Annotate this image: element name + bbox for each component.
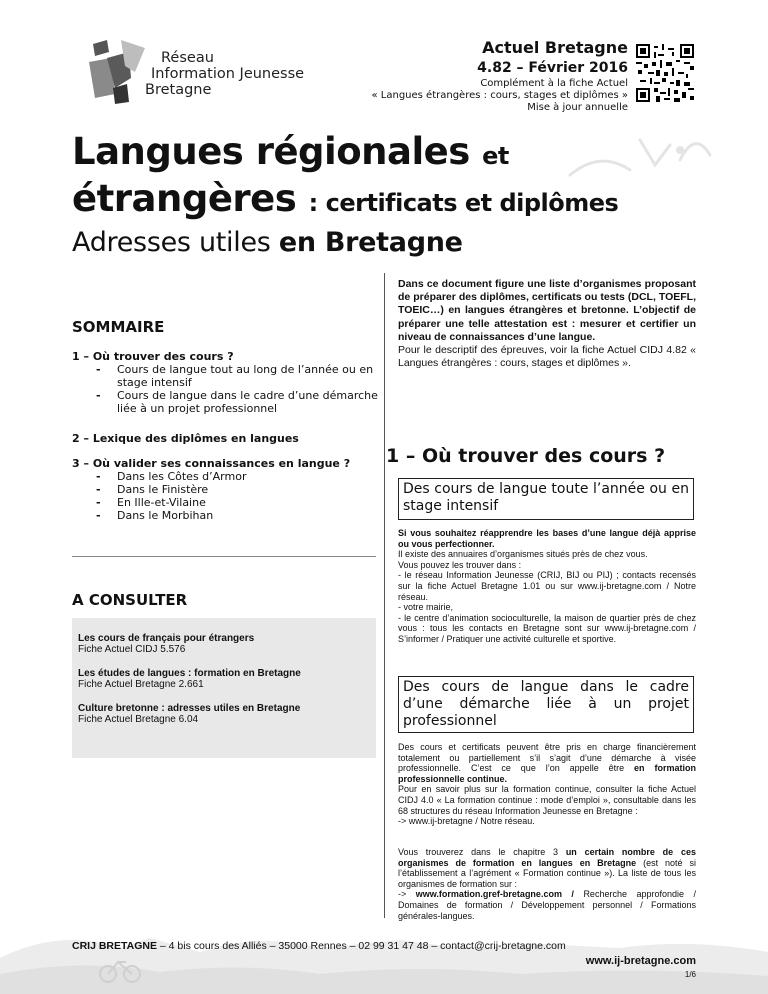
header-info — [372, 38, 629, 114]
toc-s3-item-label: Dans le Finistère — [117, 483, 209, 496]
toc-s1-item-label: Cours de langue tout au long de l’année ou en stage intensif — [117, 363, 374, 389]
footer-website-link[interactable]: www.ij-bretagne.com — [585, 955, 696, 967]
consulter-box — [72, 618, 376, 758]
toc-s3-item[interactable] — [72, 470, 382, 483]
toc-s3-item[interactable] — [72, 496, 382, 509]
subsection2-body — [398, 742, 696, 827]
footer-contact — [72, 940, 566, 952]
consulter-heading: A CONSULTER — [72, 591, 188, 609]
p3-text2: (est noté si l’établissement a l’agrément « Formation continue »). La liste de tous les organismes de formation sur : — [398, 857, 696, 889]
header-title: Actuel Bretagne — [482, 38, 628, 57]
p1-line: - le réseau Information Jeunesse (CRIJ, BIJ ou PIJ) ; contacts recensés sur la fiche Actuel Bretagne 1.01 ou sur www.ij-bretagne.com / Notre réseau. — [398, 570, 696, 602]
title-line1-main: Langues régionales — [72, 130, 470, 173]
title-line1-small: et — [482, 142, 509, 170]
p3-arrow: -> — [398, 889, 407, 900]
header-update: Mise à jour annuelle — [527, 102, 628, 113]
toc-s1-item-label: Cours de langue dans le cadre d’une démarche liée à un projet professionnel — [117, 389, 378, 415]
logo-wordmark — [145, 50, 304, 98]
p2-text2: Pour en savoir plus sur la formation continue, consulter la fiche Actuel CIDJ 4.0 « La formation continue : mode d’emploi », consultable dans les 68 structures du réseau Information Jeunesse en Bretagne : — [398, 784, 696, 816]
consulter-item-ref: Fiche Actuel CIDJ 5.576 — [78, 644, 186, 655]
toc-s1-title[interactable]: 1 – Où trouver des cours ? — [72, 350, 234, 363]
title-line1 — [72, 130, 509, 178]
toc-s1-item[interactable] — [72, 363, 382, 389]
p1-line: Il existe des annuaires d’organismes situés près de chez vous. — [398, 549, 648, 560]
footer-org: CRIJ BRETAGNE — [72, 940, 157, 952]
intro-paragraph — [398, 278, 696, 370]
toc-s3-item-label: En Ille-et-Vilaine — [117, 496, 206, 509]
toc-s3-item[interactable] — [72, 483, 382, 496]
intro-bold: Dans ce document figure une liste d’organismes proposant de préparer des diplômes, certificats ou tests (DCL, TOEFL, TOEIC…) en langues étrangères et bretonne. L’objectif de préparer une telle attestation est : mesurer et certifier un niveau de connaissances d’une langue. — [398, 278, 696, 343]
toc-s1-item[interactable] — [72, 389, 382, 415]
toc-dash: - — [96, 389, 101, 402]
p3-text: Vous trouverez dans le chapitre 3 — [398, 847, 559, 857]
logo-line3: Bretagne — [145, 82, 212, 98]
rij-logo — [85, 38, 149, 106]
header-complement2: « Langues étrangères : cours, stages et diplômes » — [371, 90, 628, 101]
toc-s3-item[interactable] — [72, 509, 382, 522]
p3-text3: Recherche approfondie / Domaines de formation / Développement personnel / Formations générales-langues. — [398, 889, 696, 921]
p2-bold: en formation professionnelle continue. — [398, 763, 696, 784]
sommaire-heading: SOMMAIRE — [72, 318, 165, 336]
toc-dash: - — [96, 363, 101, 376]
header-complement1: Complément à la fiche Actuel — [480, 78, 628, 89]
toc-s2-title[interactable]: 2 – Lexique des diplômes en langues — [72, 432, 299, 445]
page-number: 1/6 — [684, 970, 696, 979]
toc-section-3 — [72, 457, 382, 522]
toc-dash: - — [96, 470, 101, 483]
column-divider — [384, 273, 385, 918]
consulter-item-title: Les cours de français pour étrangers — [78, 633, 255, 644]
header-issue: 4.82 – Février 2016 — [477, 60, 628, 76]
p3-url[interactable]: www.formation.gref-bretagne.com / — [415, 889, 574, 900]
subsection-title-2: Des cours de langue dans le cadre d’une démarche liée à un projet professionnel — [403, 679, 689, 729]
title-line2 — [72, 177, 618, 225]
toc-s3-item-label: Dans le Morbihan — [117, 509, 214, 522]
p1-line: Vous pouvez les trouver dans : — [398, 559, 522, 570]
title-line3-bold: en Bretagne — [278, 227, 463, 258]
title-line2-small: : certificats et diplômes — [308, 189, 619, 217]
consulter-item-title: Les études de langues : formation en Bretagne — [78, 668, 301, 679]
toc-dash: - — [96, 496, 101, 509]
qr-code-icon[interactable] — [636, 44, 694, 102]
p1-line: - votre mairie, — [398, 602, 454, 613]
toc-dash: - — [96, 509, 101, 522]
consulter-item-ref: Fiche Actuel Bretagne 6.04 — [78, 714, 199, 725]
toc-dash: - — [96, 483, 101, 496]
logo-line1: Réseau — [161, 50, 214, 66]
subsection2-body-2 — [398, 847, 696, 921]
consulter-item[interactable] — [72, 703, 376, 725]
title-line3 — [72, 226, 463, 260]
p1-lead: Si vous souhaitez réapprendre les bases d’une langue déjà apprise ou vous perfectionner. — [398, 528, 696, 549]
intro-normal: Pour le descriptif des épreuves, voir la fiche Actuel CIDJ 4.82 « Langues étrangères : cours, stages et diplômes ». — [398, 344, 696, 370]
left-divider — [72, 556, 376, 557]
p1-line: - le centre d’animation socioculturelle, la maison de quartier près de chez vous : tous les contacts en Bretagne sont sur www.ij-bretagne.com / S’informer / Pratiquer une activité culturelle et sportive. — [398, 612, 696, 644]
consulter-item[interactable] — [72, 668, 376, 690]
title-line2-main: étrangères — [72, 177, 297, 220]
toc-section-1 — [72, 350, 382, 415]
logo-line2: Information Jeunesse — [151, 66, 305, 82]
subsection-box-2 — [398, 676, 694, 733]
toc-s3-item-label: Dans les Côtes d’Armor — [117, 470, 247, 483]
consulter-item-ref: Fiche Actuel Bretagne 2.661 — [78, 679, 204, 690]
subsection-box-1 — [398, 478, 694, 520]
p2-text: Des cours et certificats peuvent être pris en charge financièrement totalement ou partiellement s’il s’agit d’une démarche à visée professionnelle. C’est ce que l’on appelle être — [398, 742, 696, 774]
subsection-title-1: Des cours de langue toute l’année ou en stage intensif — [403, 481, 689, 514]
consulter-item-title: Culture bretonne : adresses utiles en Bretagne — [78, 703, 301, 714]
toc-s3-title[interactable]: 3 – Où valider ses connaissances en langue ? — [72, 457, 351, 470]
p3-bold: un certain nombre de ces organismes de formation en langues en Bretagne — [398, 847, 696, 868]
toc-section-2 — [72, 432, 382, 445]
footer-address: – 4 bis cours des Alliés – 35000 Rennes – 02 99 31 47 48 – contact@crij-bretagne.com — [159, 940, 566, 952]
section1-heading: 1 – Où trouver des cours ? — [386, 445, 666, 467]
subsection1-body — [398, 528, 696, 645]
consulter-item[interactable] — [72, 633, 376, 655]
p2-link[interactable]: -> www.ij-bretagne / Notre réseau. — [398, 816, 535, 827]
title-line3-light: Adresses utiles — [72, 227, 271, 258]
